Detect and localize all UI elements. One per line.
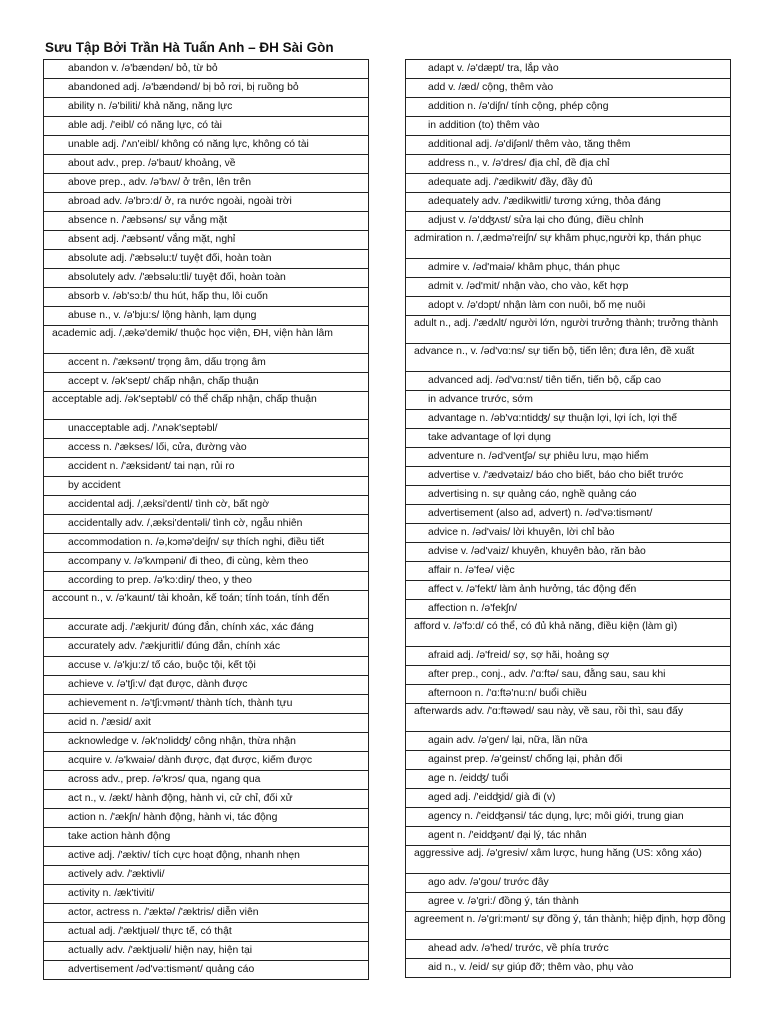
vocab-entry: absorb v. /əb'sɔ:b/ thu hút, hấp thu, lôi cuốn	[44, 288, 368, 307]
vocab-entry: account n., v. /ə'kaunt/ tài khoản, kế toán; tính toán, tính đến	[44, 591, 368, 619]
vocab-entry: across adv., prep. /ə'krɔs/ qua, ngang qua	[44, 771, 368, 790]
vocab-entry: adequately adv. /'ædikwitli/ tương xứng, thỏa đáng	[406, 193, 730, 212]
vocab-entry: accompany v. /ə'kʌmpəni/ đi theo, đi cùng, kèm theo	[44, 553, 368, 572]
vocab-entry: acquire v. /ə'kwaiə/ dành được, đạt được, kiếm được	[44, 752, 368, 771]
vocab-entry: unable adj. /'ʌn'eibl/ không có năng lực, không có tài	[44, 136, 368, 155]
vocab-entry: absence n. /'æbsəns/ sự vắng mặt	[44, 212, 368, 231]
vocab-entry: adventure n. /əd'ventʃə/ sự phiêu lưu, mạo hiểm	[406, 448, 730, 467]
vocab-entry: activity n. /æk'tiviti/	[44, 885, 368, 904]
vocab-entry: accommodation n. /ə,kɔmə'deiʃn/ sự thích nghi, điều tiết	[44, 534, 368, 553]
vocab-entry: advise v. /əd'vaiz/ khuyên, khuyên bảo, răn bảo	[406, 543, 730, 562]
vocab-entry: absent adj. /'æbsənt/ vắng mặt, nghỉ	[44, 231, 368, 250]
vocab-entry: adequate adj. /'ædikwit/ đầy, đầy đủ	[406, 174, 730, 193]
vocab-entry: accident n. /'æksidənt/ tai nạn, rủi ro	[44, 458, 368, 477]
vocab-entry: absolutely adv. /'æbsəlu:tli/ tuyệt đối, hoàn toàn	[44, 269, 368, 288]
vocab-entry: accent n. /'æksənt/ trọng âm, dấu trọng âm	[44, 354, 368, 373]
vocab-entry: adult n., adj. /'ædʌlt/ người lớn, người trưởng thành; trưởng thành	[406, 316, 730, 344]
vocab-entry: additional adj. /ə'diʃənl/ thêm vào, tăng thêm	[406, 136, 730, 155]
vocab-entry: abroad adv. /ə'brɔ:d/ ở, ra nước ngoài, ngoài trời	[44, 193, 368, 212]
vocab-entry: actual adj. /'æktjuəl/ thực tế, có thật	[44, 923, 368, 942]
vocab-entry: in addition (to) thêm vào	[406, 117, 730, 136]
vocab-entry: academic adj. /,ækə'demik/ thuộc học viện, ĐH, viện hàn lâm	[44, 326, 368, 354]
vocab-entry: agree v. /ə'gri:/ đồng ý, tán thành	[406, 893, 730, 912]
vocab-entry: ago adv. /ə'gou/ trước đây	[406, 874, 730, 893]
vocab-entry: absolute adj. /'æbsəlu:t/ tuyệt đối, hoàn toàn	[44, 250, 368, 269]
vocab-entry: afterwards adv. /'ɑ:ftəwəd/ sau này, về sau, rồi thì, sau đấy	[406, 704, 730, 732]
vocab-entry: active adj. /'æktiv/ tích cực hoạt động, nhanh nhẹn	[44, 847, 368, 866]
vocab-entry: admire v. /əd'maiə/ khâm phục, thán phục	[406, 259, 730, 278]
vocab-entry: aggressive adj. /ə'gresiv/ xâm lược, hung hăng (US: xông xáo)	[406, 846, 730, 874]
vocab-entry: address n., v. /ə'dres/ địa chỉ, đề địa chỉ	[406, 155, 730, 174]
vocab-entry: achieve v. /ə'tʃi:v/ đạt được, dành được	[44, 676, 368, 695]
vocab-entry: advertise v. /'ædvətaiz/ báo cho biết, báo cho biết trước	[406, 467, 730, 486]
vocab-entry: agency n. /'eidʤənsi/ tác dụng, lực; môi giới, trung gian	[406, 808, 730, 827]
vocab-entry: add v. /æd/ cộng, thêm vào	[406, 79, 730, 98]
vocab-entry: advice n. /əd'vais/ lời khuyên, lời chỉ bảo	[406, 524, 730, 543]
vocab-entry: about adv., prep. /ə'baut/ khoảng, về	[44, 155, 368, 174]
vocab-entry: advertisement /əd'və:tismənt/ quảng cáo	[44, 961, 368, 980]
vocab-entry: admit v. /əd'mit/ nhận vào, cho vào, kết hợp	[406, 278, 730, 297]
vocab-entry: afraid adj. /ə'freid/ sợ, sợ hãi, hoảng sợ	[406, 647, 730, 666]
vocab-entry: actually adv. /'æktjuəli/ hiện nay, hiện tại	[44, 942, 368, 961]
vocab-entry: unacceptable adj. /'ʌnək'septəbl/	[44, 420, 368, 439]
vocab-entry: afford v. /ə'fɔ:d/ có thể, có đủ khả năng, điều kiện (làm gì)	[406, 619, 730, 647]
vocab-entry: accurately adv. /'ækjuritli/ đúng đắn, chính xác	[44, 638, 368, 657]
vocab-entry: again adv. /ə'gen/ lại, nữa, lần nữa	[406, 732, 730, 751]
vocab-entry: aged adj. /'eidʤid/ già đi (v)	[406, 789, 730, 808]
vocab-entry: access n. /'ækses/ lối, cửa, đường vào	[44, 439, 368, 458]
vocab-entry: act n., v. /ækt/ hành động, hành vi, cử chỉ, đối xử	[44, 790, 368, 809]
vocab-entry: above prep., adv. /ə'bʌv/ ở trên, lên trên	[44, 174, 368, 193]
vocab-entry: advantage n. /əb'vɑ:ntidʤ/ sự thuận lợi, lợi ích, lợi thế	[406, 410, 730, 429]
vocab-entry: advance n., v. /əd'vɑ:ns/ sự tiến bộ, tiến lên; đưa lên, đề xuất	[406, 344, 730, 372]
vocab-entry: affair n. /ə'feə/ việc	[406, 562, 730, 581]
vocab-entry: action n. /'ækʃn/ hành động, hành vi, tác động	[44, 809, 368, 828]
vocab-entry: acceptable adj. /ək'septəbl/ có thể chấp nhận, chấp thuận	[44, 392, 368, 420]
vocab-entry: according to prep. /ə'kɔ:diŋ/ theo, y theo	[44, 572, 368, 591]
vocab-entry: accidental adj. /,æksi'dentl/ tình cờ, bất ngờ	[44, 496, 368, 515]
vocab-entry: advertising n. sự quảng cáo, nghề quảng cáo	[406, 486, 730, 505]
vocab-entry: acid n. /'æsid/ axit	[44, 714, 368, 733]
vocab-entry: advertisement (also ad, advert) n. /əd'və:tismənt/	[406, 505, 730, 524]
vocab-entry: after prep., conj., adv. /'ɑ:ftə/ sau, đằng sau, sau khi	[406, 666, 730, 685]
vocab-entry: adopt v. /ə'dɔpt/ nhận làm con nuôi, bố mẹ nuôi	[406, 297, 730, 316]
vocab-entry: achievement n. /ə'tʃi:vmənt/ thành tích, thành tựu	[44, 695, 368, 714]
page-title: Sưu Tập Bởi Trần Hà Tuấn Anh – ĐH Sài Gòn	[45, 40, 334, 55]
vocab-entry: adjust v. /ə'dʤʌst/ sửa lại cho đúng, điều chỉnh	[406, 212, 730, 231]
vocab-entry: ability n. /ə'biliti/ khả năng, năng lực	[44, 98, 368, 117]
vocab-entry: against prep. /ə'geinst/ chống lại, phản đối	[406, 751, 730, 770]
vocab-entry: admiration n. /,ædmə'reiʃn/ sự khâm phục,người kp, thán phục	[406, 231, 730, 259]
vocab-entry: agreement n. /ə'gri:mənt/ sự đồng ý, tán thành; hiệp định, hợp đồng	[406, 912, 730, 940]
vocab-entry: accept v. /ək'sept/ chấp nhận, chấp thuận	[44, 373, 368, 392]
vocab-entry: actively adv. /'æktivli/	[44, 866, 368, 885]
vocab-entry: able adj. /'eibl/ có năng lực, có tài	[44, 117, 368, 136]
vocab-entry: affect v. /ə'fekt/ làm ảnh hưởng, tác động đến	[406, 581, 730, 600]
vocab-table-left	[43, 59, 369, 980]
vocab-entry: take action hành động	[44, 828, 368, 847]
vocab-entry: accidentally adv. /,æksi'dentəli/ tình cờ, ngẫu nhiên	[44, 515, 368, 534]
vocab-entry: affection n. /ə'fekʃn/	[406, 600, 730, 619]
vocab-entry: take advantage of lợi dụng	[406, 429, 730, 448]
vocab-entry: abandon v. /ə'bændən/ bỏ, từ bỏ	[44, 60, 368, 79]
vocab-entry: abandoned adj. /ə'bændənd/ bị bỏ rơi, bị ruồng bỏ	[44, 79, 368, 98]
vocab-entry: acknowledge v. /ək'nɔlidʤ/ công nhận, thừa nhận	[44, 733, 368, 752]
vocab-entry: actor, actress n. /'æktə/ /'æktris/ diễn viên	[44, 904, 368, 923]
vocab-entry: advanced adj. /əd'vɑ:nst/ tiên tiến, tiến bộ, cấp cao	[406, 372, 730, 391]
vocab-entry: afternoon n. /'ɑ:ftə'nu:n/ buổi chiều	[406, 685, 730, 704]
vocab-entry: abuse n., v. /ə'bju:s/ lộng hành, lạm dụng	[44, 307, 368, 326]
vocab-entry: in advance trước, sớm	[406, 391, 730, 410]
vocab-entry: by accident	[44, 477, 368, 496]
vocab-entry: addition n. /ə'diʃn/ tính cộng, phép cộng	[406, 98, 730, 117]
vocab-entry: age n. /eidʤ/ tuổi	[406, 770, 730, 789]
vocab-entry: accuse v. /ə'kju:z/ tố cáo, buộc tội, kết tội	[44, 657, 368, 676]
vocab-entry: agent n. /'eidʤənt/ đại lý, tác nhân	[406, 827, 730, 846]
vocab-entry: ahead adv. /ə'hed/ trước, về phía trước	[406, 940, 730, 959]
vocab-entry: accurate adj. /'ækjurit/ đúng đắn, chính xác, xác đáng	[44, 619, 368, 638]
vocab-table-right	[405, 59, 731, 978]
vocab-entry: adapt v. /ə'dæpt/ tra, lắp vào	[406, 60, 730, 79]
vocab-entry: aid n., v. /eid/ sự giúp đỡ; thêm vào, phụ vào	[406, 959, 730, 978]
